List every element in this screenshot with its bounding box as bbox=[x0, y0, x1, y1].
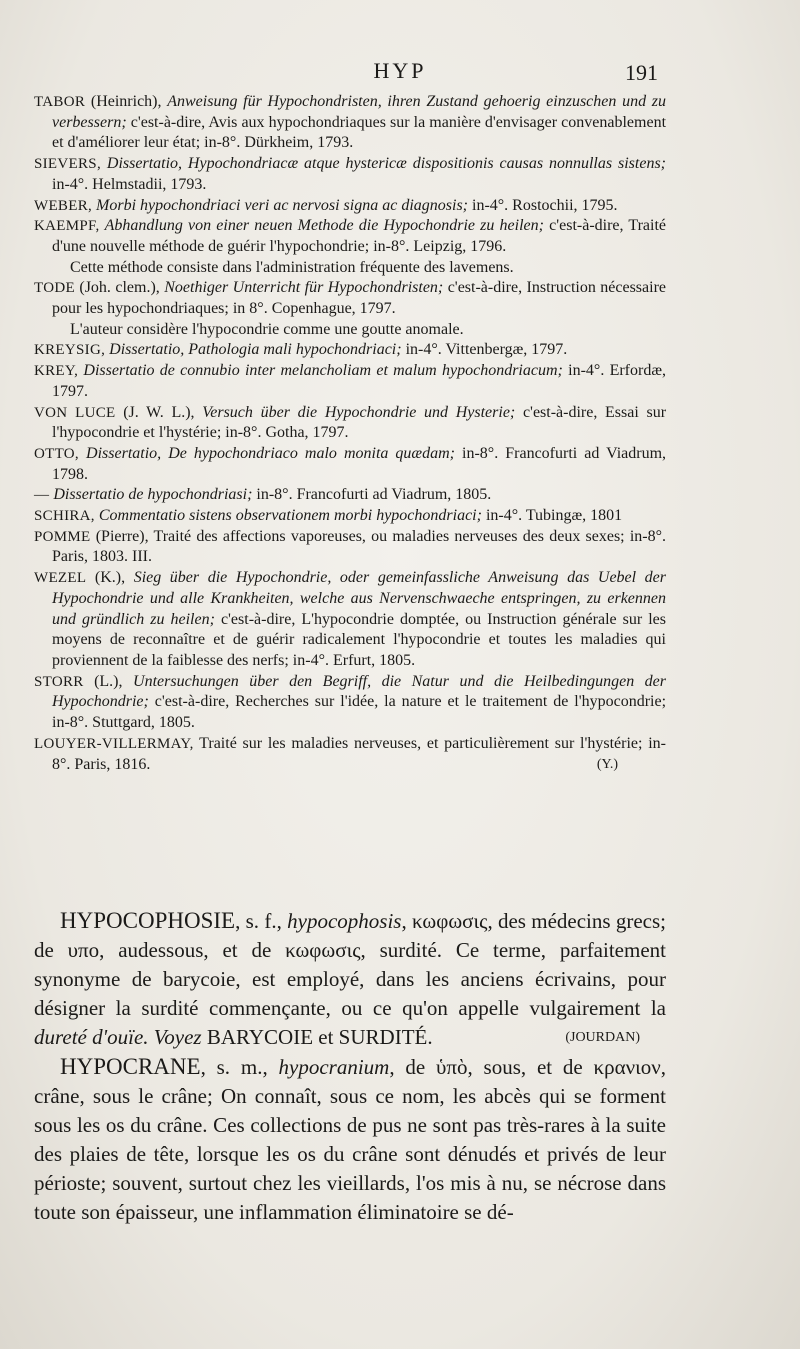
bibliography-entry bbox=[34, 734, 666, 775]
article-hypocophosie bbox=[34, 906, 666, 1052]
note-text: L'auteur considère l'hypocondrie comme une goutte anomale. bbox=[70, 320, 464, 338]
bibliography-note bbox=[34, 258, 666, 279]
entry-title: Morbi hypochondriaci veri ac nervosi signa ac diagnosis; bbox=[96, 196, 468, 214]
entry-title: Anweisung für Hypochondristen, ihren Zustand gehoerig einzuschen und zu verbessern; bbox=[52, 93, 667, 131]
bibliography-entry bbox=[34, 485, 666, 506]
entry-details: in-4°. Rostochii, 1795. bbox=[472, 196, 618, 214]
entry-author-detail: (Joh. clem.), bbox=[79, 279, 160, 297]
entry-details: c'est-à-dire, L'hypocondrie domptée, ou Instruction générale sur les moyens de reconnaître et de guérir radicalement l'hypocondrie et toutes les maladies qui proviennent de la faiblesse des nerfs; in-4°. Erfurt, 1805. bbox=[52, 610, 666, 669]
entry-details: c'est-à-dire, Recherches sur l'idée, la nature et le traitement de l'hypocondrie; in-8°. Stuttgard, 1805. bbox=[52, 693, 667, 732]
entry-author: KREYSIG, bbox=[34, 342, 106, 359]
page-number: 191 bbox=[625, 60, 658, 85]
entry-details: in-4°. Vittenbergæ, 1797. bbox=[405, 341, 568, 359]
article-text: , de ὑπὸ, sous, et de κρανιον, crâne, sous le crâne; On connaît, sous ce nom, les abcès qui se forment sous les os du crâne. Ces collections de pus ne sont pas très-rares à la suite des plaies de tête, lorsque les os du crâne sont dénudés et privés de leur périoste; souvent, surtout chez les vieillards, l'os mis à nu, se nécrose dans toute son épaisseur, une inflammation éliminatoire se dé- bbox=[34, 1055, 666, 1224]
entry-author: LOUYER-VILLERMAY, bbox=[34, 735, 194, 752]
entry-details: c'est-à-dire, Avis aux hypochondriaques sur la manière d'envisager convenablement et d'améliorer leur état; in-8°. Dürkheim, 1793. bbox=[52, 113, 667, 152]
entry-title: Dissertatio, Pathologia mali hypochondriaci; bbox=[109, 341, 402, 359]
article-headword: HYPOCRANE bbox=[60, 1054, 201, 1079]
entry-details: in-4°. Erfordæ, 1797. bbox=[52, 362, 667, 400]
bibliography-entry bbox=[34, 361, 666, 402]
article-emphasis: dureté d'ouïe. Voyez bbox=[34, 1025, 202, 1049]
article-signature: (JOURDAN) bbox=[565, 1030, 640, 1045]
running-head: HYP bbox=[373, 58, 427, 83]
bibliography-entry bbox=[34, 340, 666, 361]
entry-author: POMME bbox=[34, 528, 91, 545]
entry-details: in-8°. Francofurti ad Viadrum, 1805. bbox=[256, 486, 492, 504]
bibliography-entry bbox=[34, 403, 666, 444]
bibliography-entry bbox=[34, 506, 666, 527]
bibliography-entry bbox=[34, 444, 666, 485]
entry-title: Dissertatio de hypochondriasi; bbox=[53, 486, 253, 504]
entry-details: c'est-à-dire, Instruction nécessaire pour les hypochondriaques; in 8°. Copenhague, 1797. bbox=[52, 279, 667, 318]
entry-details: in-8°. Francofurti ad Viadrum, 1798. bbox=[52, 444, 667, 483]
bibliography-entry bbox=[34, 196, 666, 217]
page-header bbox=[0, 58, 800, 88]
entry-title: Untersuchungen über den Begriff, die Natur und die Heilbedingungen der Hypochondrie; bbox=[52, 672, 667, 711]
entry-author: STORR bbox=[34, 673, 84, 690]
bibliography-entry bbox=[34, 154, 666, 195]
entry-author: TODE bbox=[34, 280, 75, 297]
bibliography-note bbox=[34, 320, 666, 341]
entry-author-detail: (Heinrich), bbox=[90, 93, 162, 110]
entry-details: c'est-à-dire, Traité d'une nouvelle méthode de guérir l'hypochondrie; in-8°. Leipzig, 1796. bbox=[52, 217, 667, 255]
entry-details: Traité sur les maladies nerveuses, et particulièrement sur l'hystérie; in-8°. Paris, 1816. bbox=[52, 734, 666, 773]
entry-author: VON LUCE bbox=[34, 404, 116, 421]
article-text: , s. f., bbox=[235, 909, 288, 933]
entry-author-detail: (K.), bbox=[94, 569, 126, 587]
entry-title: Sieg über die Hypochondrie, oder gemeinfassliche Anweisung das Uebel der Hypochondrie und alle Krankheiten, welche aus Nervenschwaeche entspringen, zu erkennen und gründlich zu heilen; bbox=[52, 569, 667, 628]
article-latin-term: hypocophosis bbox=[287, 909, 402, 933]
bibliography-entry bbox=[34, 216, 666, 257]
bibliography-entry bbox=[34, 672, 666, 734]
entry-title: Abhandlung von einer neuen Methode die Hypochondrie zu heilen; bbox=[104, 217, 544, 235]
entry-title: Commentatio sistens observationem morbi hypochondriaci; bbox=[98, 507, 482, 525]
entry-details: in-4°. Helmstadii, 1793. bbox=[52, 175, 207, 193]
entry-author: KAEMPF, bbox=[34, 218, 100, 235]
entry-title: Dissertatio de connubio inter melancholiam et malum hypochondriacum; bbox=[83, 362, 563, 380]
entry-title: Noethiger Unterricht für Hypochondristen; bbox=[164, 279, 444, 297]
article-text: , κωφωσις, des médecins grecs; de υπο, audessous, et de κωφωσις, surdité. Ce terme, parfaitement synonyme de barycoie, est employé, dans les anciens écrivains, pour désigner la surdité commençante, ou ce qu'on appelle vulgairement la bbox=[34, 909, 666, 1020]
article-latin-term: hypocranium bbox=[278, 1055, 390, 1079]
entry-author-detail: (L.), bbox=[94, 672, 123, 690]
entry-author-detail: (J. W. L.), bbox=[123, 403, 195, 421]
entry-author: OTTO, bbox=[34, 445, 79, 462]
entry-signature: (Y.) bbox=[596, 756, 618, 772]
entry-author: TABOR bbox=[34, 94, 86, 110]
article-hypocrane bbox=[34, 1052, 666, 1227]
bibliography-entry bbox=[34, 527, 666, 568]
entry-title: Versuch über die Hypochondrie und Hysterie; bbox=[202, 403, 516, 421]
entry-details: Traité des affections vaporeuses, ou maladies nerveuses des deux sexes; in-8°. Paris, 1803. III. bbox=[52, 527, 666, 566]
bibliography-entry bbox=[34, 92, 666, 154]
entry-details: c'est-à-dire, Essai sur l'hypocondrie et l'hystérie; in-8°. Gotha, 1797. bbox=[52, 403, 667, 442]
entry-author: — bbox=[34, 487, 50, 504]
entry-title: Dissertatio, De hypochondriaco malo monita quædam; bbox=[86, 444, 455, 462]
entry-author-detail: (Pierre), bbox=[95, 527, 149, 545]
entry-author: SCHIRA, bbox=[34, 508, 95, 525]
article-text: BARYCOIE et SURDITÉ. bbox=[201, 1025, 433, 1049]
articles bbox=[34, 906, 666, 1227]
bibliography-entry bbox=[34, 568, 666, 672]
article-headword: HYPOCOPHOSIE bbox=[60, 908, 236, 933]
entry-author: WEBER, bbox=[34, 197, 93, 214]
entry-details: in-4°. Tubingæ, 1801 bbox=[485, 507, 623, 525]
article-text: , s. m., bbox=[200, 1055, 279, 1079]
bibliography-entry bbox=[34, 278, 666, 319]
entry-author: SIEVERS, bbox=[34, 156, 101, 173]
note-text: Cette méthode consiste dans l'administration fréquente des lavemens. bbox=[70, 258, 514, 276]
entry-title: Dissertatio, Hypochondriacæ atque hystericæ dispositionis causas nonnullas sistens; bbox=[106, 155, 667, 173]
entry-author: WEZEL bbox=[34, 570, 87, 587]
bibliography bbox=[34, 92, 666, 775]
entry-author: KREY, bbox=[34, 363, 79, 380]
